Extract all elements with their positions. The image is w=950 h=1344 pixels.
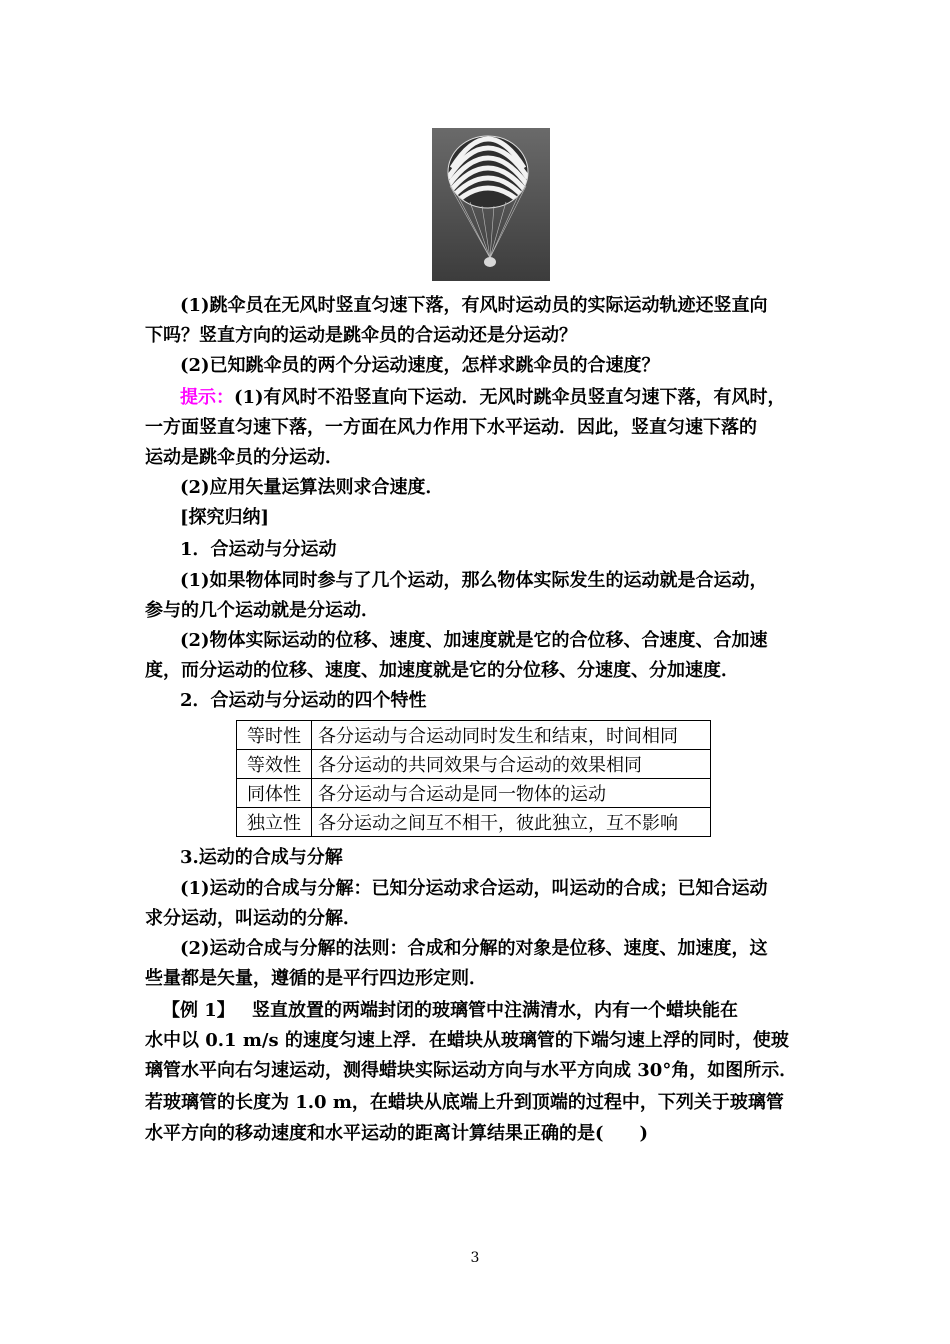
example-line-1 <box>162 1001 810 1021</box>
paragraph-2-line-2: 度，而分运动的位移、速度、加速度就是它的分位移、分速度、分加速度． <box>145 660 739 681</box>
page-number: 3 <box>470 1250 480 1266</box>
table-cell-key: 等效性 <box>237 750 312 779</box>
paragraph-4-line-2: 些量都是矢量，遵循的是平行四边形定则． <box>145 968 487 989</box>
table-cell-value: 各分运动之间互不相干，彼此独立，互不影响 <box>312 808 711 837</box>
paragraph-1-line-2: 参与的几个运动就是分运动． <box>145 600 379 621</box>
heading-3: 3.运动的合成与分解 <box>180 847 343 868</box>
heading-2: 2．合运动与分运动的四个特性 <box>180 690 427 711</box>
paragraph-4-line-1: (2)运动合成与分解的法则：合成和分解的对象是位移、速度、加速度，这 <box>180 938 768 959</box>
table-row <box>237 750 711 779</box>
question-2: (2)已知跳伞员的两个分运动速度，怎样求跳伞员的合速度？ <box>180 355 660 376</box>
example-line-3: 璃管水平向右匀速运动，测得蜡块实际运动方向与水平方向成 30°角，如图所示． <box>145 1060 798 1081</box>
hint-label: 提示： <box>180 387 234 408</box>
example-text-1: 竖直放置的两端封闭的玻璃管中注满清水，内有一个蜡块能在 <box>251 1000 738 1021</box>
paragraph-3-line-1: (1)运动的合成与分解：已知分运动求合运动，叫运动的合成；已知合运动 <box>180 878 768 899</box>
parachute-photo <box>432 128 550 281</box>
table-cell-value: 各分运动与合运动同时发生和结束，时间相同 <box>312 721 711 750</box>
example-line-4: 若玻璃管的长度为 1.0 m，在蜡块从底端上升到顶端的过程中，下列关于玻璃管 <box>145 1092 784 1113</box>
hint-text-1: (1)有风时不沿竖直向下运动．无风时跳伞员竖直匀速下落，有风时， <box>234 387 786 408</box>
hint-line-4: (2)应用矢量运算法则求合速度． <box>180 477 444 498</box>
table-row <box>237 808 711 837</box>
table-cell-key: 同体性 <box>237 779 312 808</box>
example-line-5: 水平方向的移动速度和水平运动的距离计算结果正确的是( ) <box>145 1123 649 1144</box>
example-line-2: 水中以 0.1 m/s 的速度匀速上浮．在蜡块从玻璃管的下端匀速上浮的同时，使玻 <box>145 1030 789 1051</box>
paragraph-1-line-1: (1)如果物体同时参与了几个运动，那么物体实际发生的运动就是合运动， <box>180 570 768 591</box>
question-1-line-1: (1)跳伞员在无风时竖直匀速下落，有风时运动员的实际运动轨迹还竖直向 <box>180 295 768 316</box>
hint-line-3: 运动是跳伞员的分运动． <box>145 447 343 468</box>
table-cell-value: 各分运动与合运动是同一物体的运动 <box>312 779 711 808</box>
table-cell-value: 各分运动的共同效果与合运动的效果相同 <box>312 750 711 779</box>
example-label: 【例 1】 <box>162 1000 235 1021</box>
paragraph-2-line-1: (2)物体实际运动的位移、速度、加速度就是它的合位移、合速度、合加速 <box>180 630 768 651</box>
hint-line-1 <box>180 388 810 408</box>
table-cell-key: 等时性 <box>237 721 312 750</box>
table-cell-key: 独立性 <box>237 808 312 837</box>
section-heading: [探究归纳] <box>180 507 270 528</box>
heading-1: 1．合运动与分运动 <box>180 539 337 560</box>
table-row <box>237 779 711 808</box>
properties-table <box>236 720 711 837</box>
paragraph-3-line-2: 求分运动，叫运动的分解． <box>145 908 361 929</box>
table-row <box>237 721 711 750</box>
question-1-line-2: 下吗？竖直方向的运动是跳伞员的合运动还是分运动？ <box>145 325 577 346</box>
hint-line-2: 一方面竖直匀速下落，一方面在风力作用下水平运动．因此，竖直匀速下落的 <box>145 417 757 438</box>
